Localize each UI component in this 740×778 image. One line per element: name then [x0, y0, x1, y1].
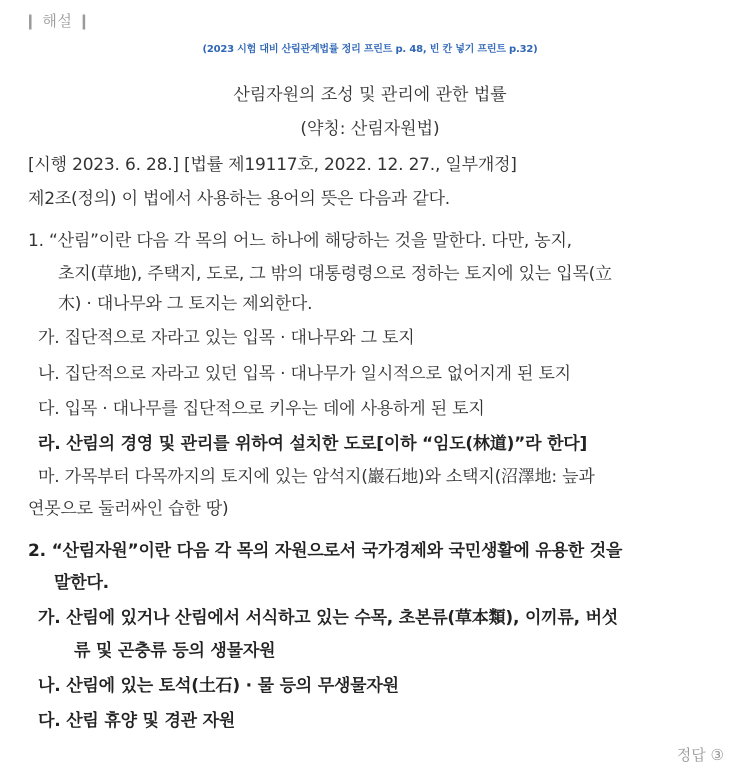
item-1-sub-ma: 마. 가목부터 다목까지의 토지에 있는 암석지(巖石地)와 소택지(沼澤地: 늪과	[38, 467, 595, 487]
item-2-sub-da: 다. 산림 휴양 및 경관 자원	[38, 711, 236, 731]
item-1-sub-ra: 라. 산림의 경영 및 관리를 위하여 설치한 도로[이하 “임도(林道)”라 한다]	[38, 434, 588, 454]
law-abbreviation: (약칭: 산림자원법)	[300, 119, 440, 139]
item-1-sub-ga: 가. 집단적으로 자라고 있는 입목 · 대나무와 그 토지	[38, 328, 415, 348]
law-meta: [시행 2023. 6. 28.] [법률 제19117호, 2022. 12. 27., 일부개정]	[28, 155, 517, 175]
tag-bar-left: ❙	[24, 12, 38, 30]
item-1-line-3: 木) · 대나무와 그 토지는 제외한다.	[58, 294, 313, 314]
item-2-line-2: 말한다.	[54, 573, 109, 593]
item-2-sub-ga: 가. 산림에 있거나 산림에서 서식하고 있는 수목, 초본류(草本類), 이끼류, 버섯	[38, 608, 619, 628]
item-1-line-1: 1. “산림”이란 다음 각 목의 어느 하나에 해당하는 것을 말한다. 다만, 농지,	[28, 231, 572, 251]
answer-label: 정답 ③	[676, 746, 724, 764]
law-title: 산림자원의 조성 및 관리에 관한 법률	[233, 85, 507, 105]
article-intro: 제2조(정의) 이 법에서 사용하는 용어의 뜻은 다음과 같다.	[28, 189, 450, 209]
item-1-line-2: 초지(草地), 주택지, 도로, 그 밖의 대통령령으로 정하는 토지에 있는 입목(立	[58, 264, 612, 284]
tag-bar-right: ❙	[77, 12, 91, 30]
reference-line: (2023 시험 대비 산림관계법률 정리 프린트 p. 48, 빈 칸 넣기 프린트 p.32)	[202, 44, 538, 55]
item-2-line-1: 2. “산림자원”이란 다음 각 목의 자원으로서 국가경제와 국민생활에 유용한 것을	[28, 541, 623, 561]
item-2-sub-na: 나. 산림에 있는 토석(土石) · 물 등의 무생물자원	[38, 676, 399, 696]
tag-label: 해설	[42, 12, 73, 30]
item-1-sub-da: 다. 입목 · 대나무를 집단적으로 키우는 데에 사용하게 된 토지	[38, 399, 485, 419]
section-tag	[24, 10, 91, 31]
item-2-sub-ga-cont: 류 및 곤충류 등의 생물자원	[74, 641, 276, 661]
item-1-sub-ma-cont: 연못으로 둘러싸인 습한 땅)	[28, 499, 229, 519]
item-1-sub-na: 나. 집단적으로 자라고 있던 입목 · 대나무가 일시적으로 없어지게 된 토지	[38, 364, 571, 384]
